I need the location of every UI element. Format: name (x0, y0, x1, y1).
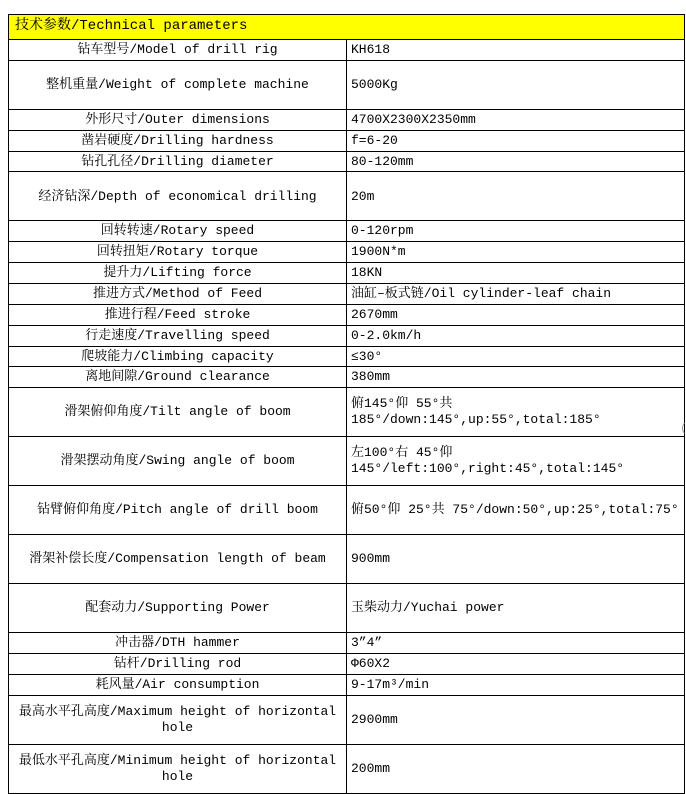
parameter-value: 俯145°仰 55°共 185°/down:145°,up:55°,total:185° (347, 388, 685, 437)
parameter-value: KH618 (347, 40, 685, 61)
parameter-label: 经济钻深/Depth of economical drilling (9, 172, 347, 221)
parameter-value: f=6-20 (347, 130, 685, 151)
table-row (9, 284, 685, 305)
table-row (9, 535, 685, 584)
parameter-label: 提升力/Lifting force (9, 263, 347, 284)
parameter-value: 左100°右 45°仰 145°/left:100°,right:45°,total:145° (347, 437, 685, 486)
table-row (9, 172, 685, 221)
table-title-row (9, 15, 685, 40)
parameter-label: 回转扭矩/Rotary torque (9, 242, 347, 263)
parameter-value: 玉柴动力/Yuchai power (347, 584, 685, 633)
parameter-value: 18KN (347, 263, 685, 284)
parameter-label: 滑架补偿长度/Compensation length of beam (9, 535, 347, 584)
parameter-label: 耗风量/Air consumption (9, 675, 347, 696)
parameter-value: Φ60X2 (347, 654, 685, 675)
parameter-value: 0-120rpm (347, 221, 685, 242)
parameter-label: 钻车型号/Model of drill rig (9, 40, 347, 61)
table-row (9, 633, 685, 654)
table-row (9, 40, 685, 61)
table-row (9, 584, 685, 633)
parameter-value: 80-120mm (347, 151, 685, 172)
parameter-label: 爬坡能力/Climbing capacity (9, 346, 347, 367)
parameter-value: 200mm (347, 744, 685, 793)
parameter-label: 滑架摆动角度/Swing angle of boom (9, 437, 347, 486)
table-row (9, 675, 685, 696)
parameter-value: 3”4” (347, 633, 685, 654)
parameter-value: 俯50°仰 25°共 75°/down:50°,up:25°,total:75° (347, 486, 685, 535)
parameter-value: 2900mm (347, 695, 685, 744)
spec-sheet (0, 14, 686, 784)
parameter-label: 钻孔孔径/Drilling diameter (9, 151, 347, 172)
parameter-label: 整机重量/Weight of complete machine (9, 60, 347, 109)
parameter-value: 0-2.0km/h (347, 325, 685, 346)
table-title: 技术参数/Technical parameters (9, 15, 685, 40)
table-row (9, 744, 685, 793)
parameter-value: 5000Kg (347, 60, 685, 109)
table-row (9, 695, 685, 744)
parameter-label: 外形尺寸/Outer dimensions (9, 109, 347, 130)
parameter-value: 2670mm (347, 304, 685, 325)
table-row (9, 263, 685, 284)
table-row (9, 60, 685, 109)
parameter-label: 回转转速/Rotary speed (9, 221, 347, 242)
table-row (9, 367, 685, 388)
technical-parameters-table (8, 14, 685, 794)
parameter-label: 最低水平孔高度/Minimum height of horizontal hole (9, 744, 347, 793)
parameter-value: 9-17m³/min (347, 675, 685, 696)
table-body (9, 15, 685, 794)
table-row (9, 346, 685, 367)
parameter-value: 900mm (347, 535, 685, 584)
table-row (9, 130, 685, 151)
parameter-value: ≤30° (347, 346, 685, 367)
table-row (9, 151, 685, 172)
parameter-label: 冲击器/DTH hammer (9, 633, 347, 654)
table-row (9, 221, 685, 242)
parameter-label: 行走速度/Travelling speed (9, 325, 347, 346)
parameter-label: 凿岩硬度/Drilling hardness (9, 130, 347, 151)
table-row (9, 109, 685, 130)
parameter-label: 推进行程/Feed stroke (9, 304, 347, 325)
parameter-label: 推进方式/Method of Feed (9, 284, 347, 305)
parameter-label: 最高水平孔高度/Maximum height of horizontal hole (9, 695, 347, 744)
table-row (9, 654, 685, 675)
table-row (9, 486, 685, 535)
parameter-value: 1900N*m (347, 242, 685, 263)
table-row (9, 304, 685, 325)
parameter-value: 4700X2300X2350mm (347, 109, 685, 130)
parameter-label: 滑架俯仰角度/Tilt angle of boom (9, 388, 347, 437)
table-row (9, 437, 685, 486)
table-row (9, 325, 685, 346)
parameter-label: 配套动力/Supporting Power (9, 584, 347, 633)
parameter-value: 20m (347, 172, 685, 221)
parameter-value: 油缸–板式链/Oil cylinder-leaf chain (347, 284, 685, 305)
parameter-value: 380mm (347, 367, 685, 388)
parameter-label: 钻杆/Drilling rod (9, 654, 347, 675)
parameter-label: 钻臂俯仰角度/Pitch angle of drill boom (9, 486, 347, 535)
parameter-label: 离地间隙/Ground clearance (9, 367, 347, 388)
page-edge-mark: ( (681, 422, 685, 434)
table-row (9, 388, 685, 437)
table-row (9, 242, 685, 263)
